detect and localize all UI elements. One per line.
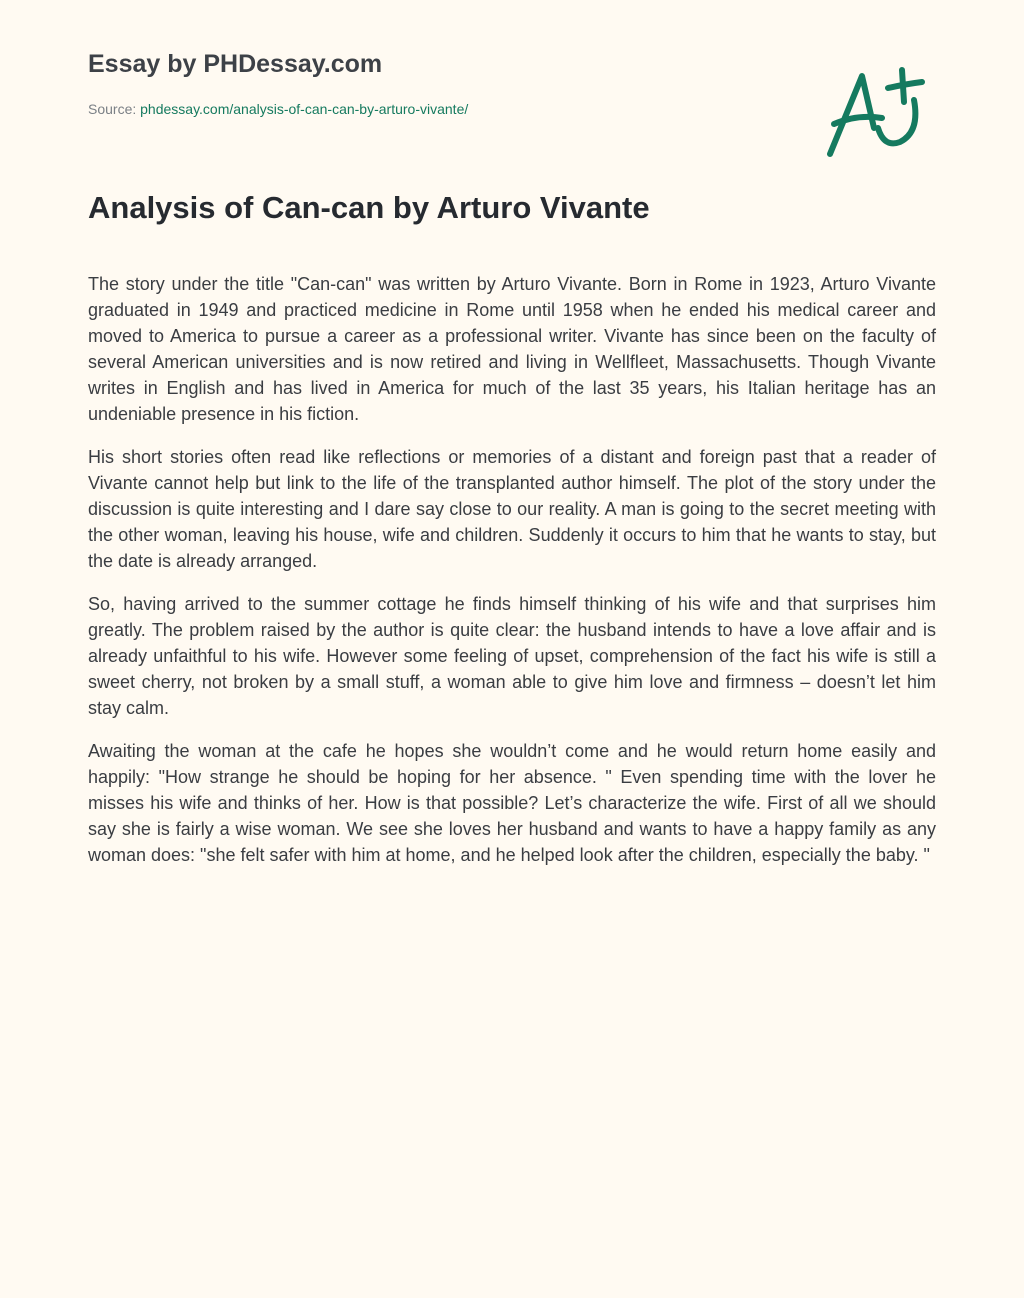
site-brand: Essay by PHDessay.com [88,50,383,78]
paragraph: The story under the title "Can-can" was written by Arturo Vivante. Born in Rome in 1923, Arturo Vivante graduated in 1949 and practiced medicine in Rome until 1958 when he ended his medical career and moved to America to pursue a career as a professional writer. Vivante has since been on the faculty of several American universities and is now retired and living in Wellfleet, Massachusetts. Though Vivante writes in English and has lived in America for much of the last 35 years, his Italian heritage has an undeniable presence in his fiction. [88,274,936,424]
source-label: Source: [88,101,137,117]
paragraph: So, having arrived to the summer cottage he finds himself thinking of his wife and that surprises him greatly. The problem raised by the author is quite clear: the husband intends to have a love affair and is already unfaithful to his wife. However some feeling of upset, comprehension of the fact his wife is still a sweet cherry, not broken by a small stuff, a woman able to give him love and firmness – doesn’t let him stay calm. [88,594,936,718]
essay-title: Analysis of Can-can by Arturo Vivante [88,190,650,225]
source-link[interactable]: phdessay.com/analysis-of-can-can-by-arturo-vivante/ [140,101,469,117]
a-plus-logo-icon [822,62,932,162]
paragraph: Awaiting the woman at the cafe he hopes she wouldn’t come and he would return home easily and happily: "How strange he should be hoping for her absence. " Even spending time with the lover he misses his wife and thinks of her. How is that possible? Let’s characterize the wife. First of all we should say she is fairly a wise woman. We see she loves her husband and wants to have a happy family as any woman does: "she felt safer with him at home, and he helped look after the children, especially the baby. " [88,741,936,865]
paragraph: His short stories often read like reflections or memories of a distant and foreign past that a reader of Vivante cannot help but link to the life of the transplanted author himself. The plot of the story under the discussion is quite interesting and I dare say close to our reality. A man is going to the secret meeting with the other woman, leaving his house, wife and children. Suddenly it occurs to him that he wants to stay, but the date is already arranged. [88,447,936,571]
source-line [88,101,468,117]
essay-body [88,271,936,885]
